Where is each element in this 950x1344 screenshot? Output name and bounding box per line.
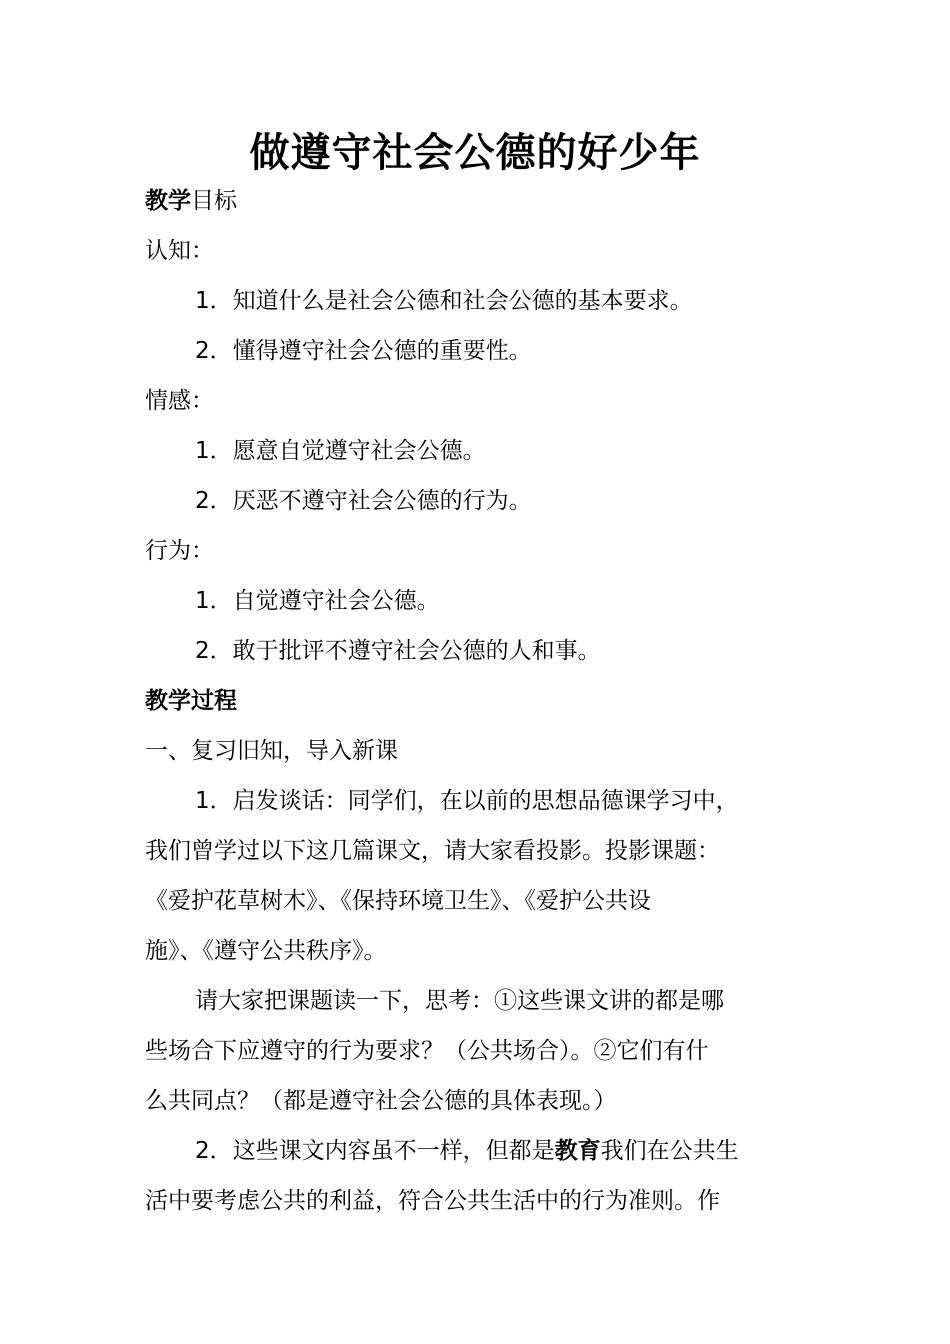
list-item-text: 厌恶不遵守社会公德的行为。 xyxy=(232,488,532,514)
process-heading: 教学过程 xyxy=(145,688,237,714)
paragraph-text: 这些课文内容虽不一样，但都是 xyxy=(232,1138,555,1164)
list-item xyxy=(145,326,805,376)
list-item-number: 1． xyxy=(195,588,233,614)
emphasis-text: 教育 xyxy=(554,1138,601,1164)
goals-heading-rest: 目标 xyxy=(191,188,237,214)
list-item-text: 愿意自觉遵守社会公德。 xyxy=(232,438,486,464)
behavior-label: 行为： xyxy=(145,538,214,564)
document-body xyxy=(145,176,805,1226)
paragraph-line: 我们曾学过以下这几篇课文，请大家看投影。投影课题： xyxy=(145,838,720,864)
paragraph-number: 2． xyxy=(195,1138,233,1164)
list-item-number: 2． xyxy=(195,638,233,664)
list-item-text: 自觉遵守社会公德。 xyxy=(232,588,440,614)
goals-heading-bold: 教学 xyxy=(145,188,191,214)
list-item xyxy=(145,576,805,626)
list-item xyxy=(145,476,805,526)
list-item-number: 1． xyxy=(195,288,233,314)
paragraph-line xyxy=(145,776,805,826)
document-title: 做遵守社会公德的好少年 xyxy=(249,130,701,176)
section-heading: 一、复习旧知，导入新课 xyxy=(145,738,398,764)
paragraph-text: 我们在公共生 xyxy=(600,1138,739,1164)
paragraph-line: 《爱护花草树木》、《保持环境卫生》、《爱护公共设 xyxy=(145,888,651,914)
list-item-text: 懂得遵守社会公德的重要性。 xyxy=(232,338,532,364)
paragraph-line: 些场合下应遵守的行为要求？（公共场合）。②它们有什 xyxy=(145,1038,709,1064)
list-item xyxy=(145,626,805,676)
list-item xyxy=(145,276,805,326)
paragraph-line: 施》、《遵守公共秩序》。 xyxy=(145,938,387,964)
paragraph-line: 么共同点？（都是遵守社会公德的具体表现。） xyxy=(145,1088,617,1114)
list-item xyxy=(145,426,805,476)
list-item-text: 知道什么是社会公德和社会公德的基本要求。 xyxy=(232,288,693,314)
list-item-number: 2． xyxy=(195,488,233,514)
paragraph-number: 1． xyxy=(195,788,233,814)
emotion-label: 情感： xyxy=(145,388,214,414)
paragraph-text: 启发谈话：同学们，在以前的思想品德课学习中， xyxy=(232,788,739,814)
list-item-number: 1． xyxy=(195,438,233,464)
paragraph-line: 活中要考虑公共的利益，符合公共生活中的行为准则。作 xyxy=(145,1188,720,1214)
cognition-label: 认知： xyxy=(145,238,214,264)
paragraph-line: 请大家把课题读一下，思考：①这些课文讲的都是哪 xyxy=(195,988,724,1014)
goals-heading xyxy=(145,176,805,226)
list-item-text: 敢于批评不遵守社会公德的人和事。 xyxy=(232,638,601,664)
paragraph-line xyxy=(145,1126,805,1176)
list-item-number: 2． xyxy=(195,338,233,364)
